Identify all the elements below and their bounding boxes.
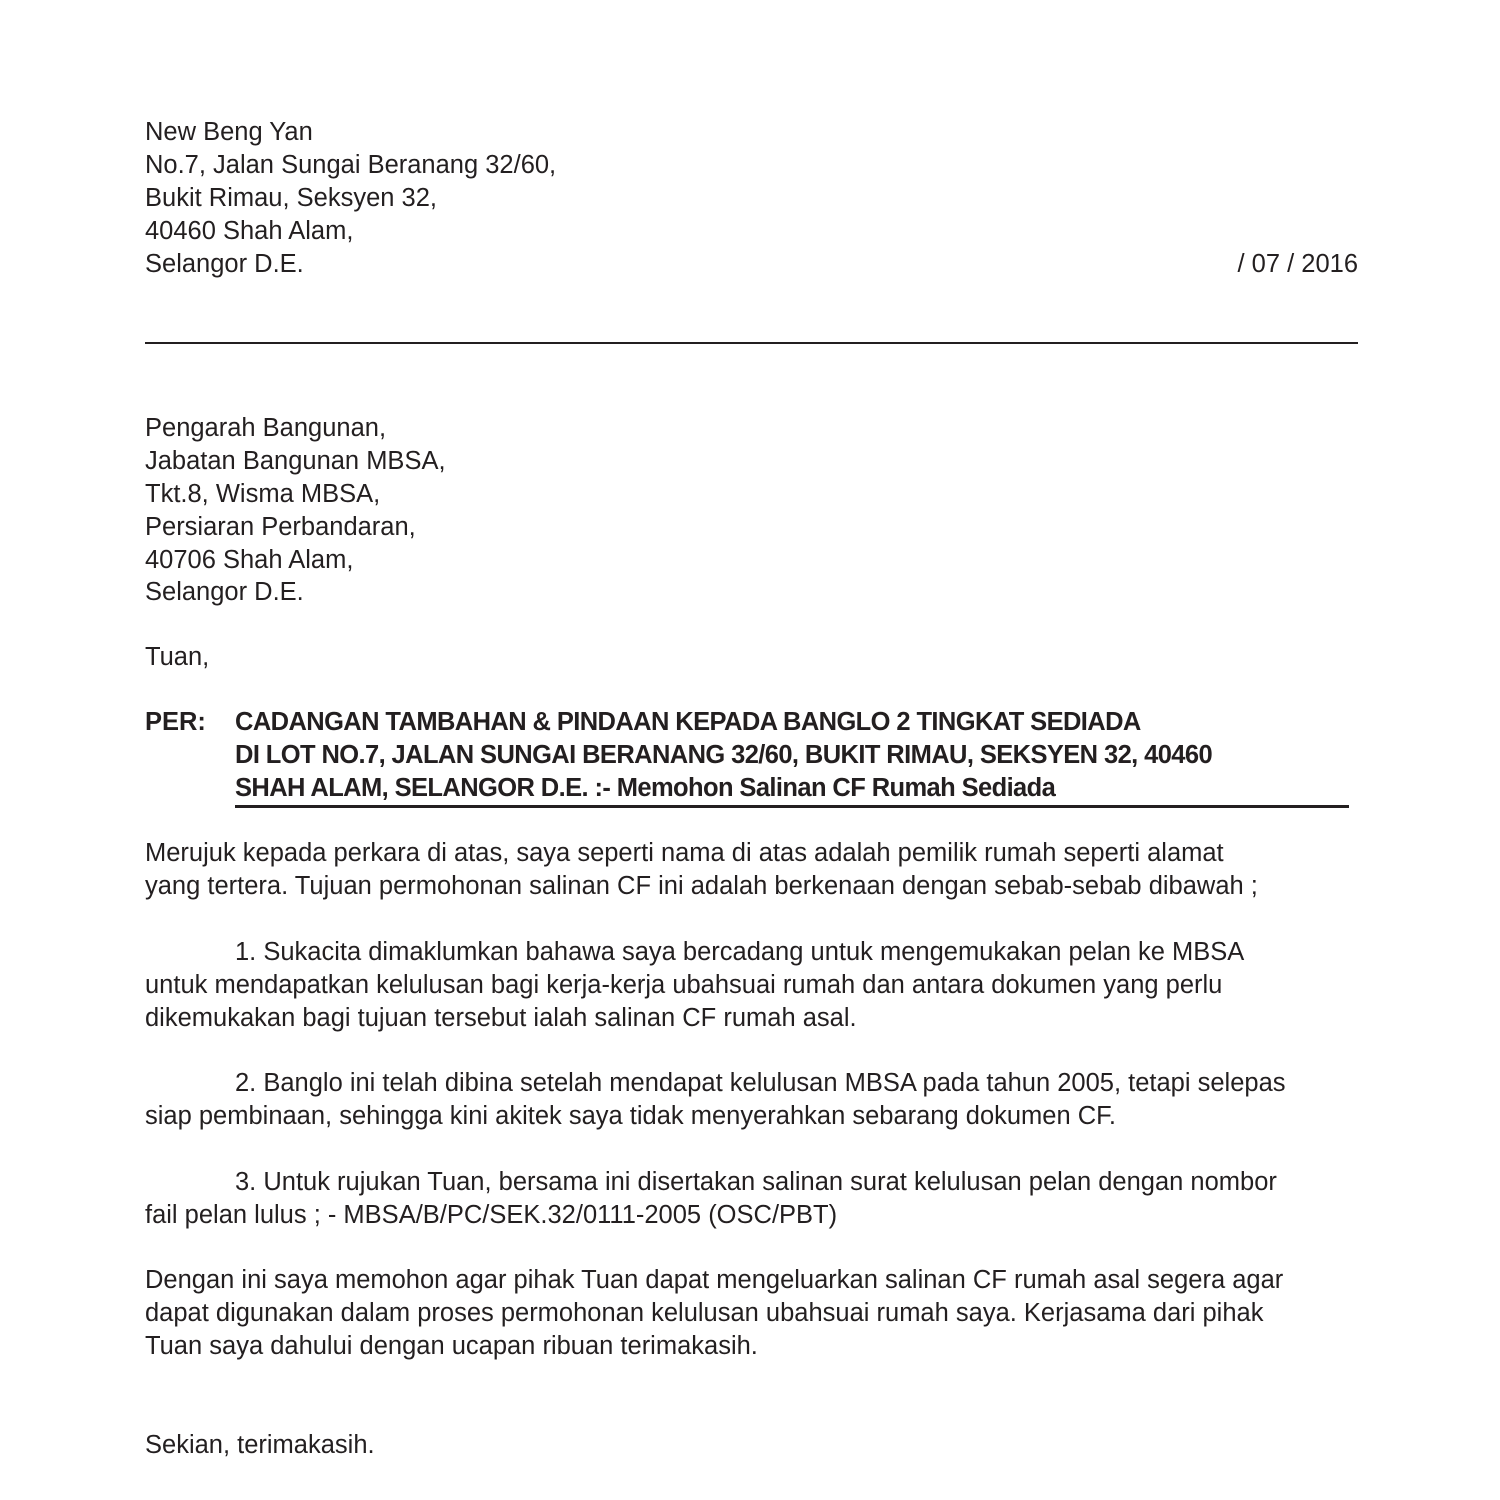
subject-line: CADANGAN TAMBAHAN & PINDAAN KEPADA BANGLO 2 TINGKAT SEDIADA [235,708,1141,736]
recipient-line: Persiaran Perbandaran, [145,513,416,541]
body-line: siap pembinaan, sehingga kini akitek saya tidak menyerahkan sebarang dokumen CF. [145,1102,1116,1130]
recipient-line: 40706 Shah Alam, [145,546,354,574]
sender-name: New Beng Yan [145,118,313,146]
body-line: fail pelan lulus ; - MBSA/B/PC/SEK.32/0111-2005 (OSC/PBT) [145,1201,838,1229]
recipient-line: Selangor D.E. [145,578,304,606]
sender-address-line: No.7, Jalan Sungai Beranang 32/60, [145,151,557,179]
salutation: Tuan, [145,643,210,671]
body-line: untuk mendapatkan kelulusan bagi kerja-kerja ubahsuai rumah dan antara dokumen yang perlu [145,971,1223,999]
letter-date: / 07 / 2016 [1237,250,1358,278]
subject-underline [235,805,1349,808]
subject-label: PER: [145,708,206,736]
body-line: 3. Untuk rujukan Tuan, bersama ini disertakan salinan surat kelulusan pelan dengan nombor [235,1168,1277,1196]
recipient-line: Tkt.8, Wisma MBSA, [145,480,381,508]
body-line: Dengan ini saya memohon agar pihak Tuan dapat mengeluarkan salinan CF rumah asal segera agar [145,1266,1284,1294]
body-line: Tuan saya dahului dengan ucapan ribuan terimakasih. [145,1332,758,1360]
sender-address-line: Bukit Rimau, Seksyen 32, [145,184,437,212]
recipient-line: Pengarah Bangunan, [145,414,387,442]
body-line: 1. Sukacita dimaklumkan bahawa saya bercadang untuk mengemukakan pelan ke MBSA [235,938,1245,966]
subject-line: SHAH ALAM, SELANGOR D.E. :- Memohon Salinan CF Rumah Sediada [235,774,1056,802]
body-line: dapat digunakan dalam proses permohonan kelulusan ubahsuai rumah saya. Kerjasama dari pihak [145,1299,1264,1327]
sender-address-line: 40460 Shah Alam, [145,217,354,245]
signoff: Sekian, terimakasih. [145,1431,375,1459]
subject-line: DI LOT NO.7, JALAN SUNGAI BERANANG 32/60, BUKIT RIMAU, SEKSYEN 32, 40460 [235,741,1213,769]
body-line: Merujuk kepada perkara di atas, saya seperti nama di atas adalah pemilik rumah seperti alamat [145,839,1224,867]
sender-address-line: Selangor D.E. [145,250,304,278]
body-line: 2. Banglo ini telah dibina setelah mendapat kelulusan MBSA pada tahun 2005, tetapi selepas [235,1069,1286,1097]
recipient-line: Jabatan Bangunan MBSA, [145,447,446,475]
body-line: dikemukakan bagi tujuan tersebut ialah salinan CF rumah asal. [145,1004,857,1032]
header-divider [145,342,1358,344]
body-line: yang tertera. Tujuan permohonan salinan CF ini adalah berkenaan dengan sebab-sebab dibawah ; [145,872,1258,900]
